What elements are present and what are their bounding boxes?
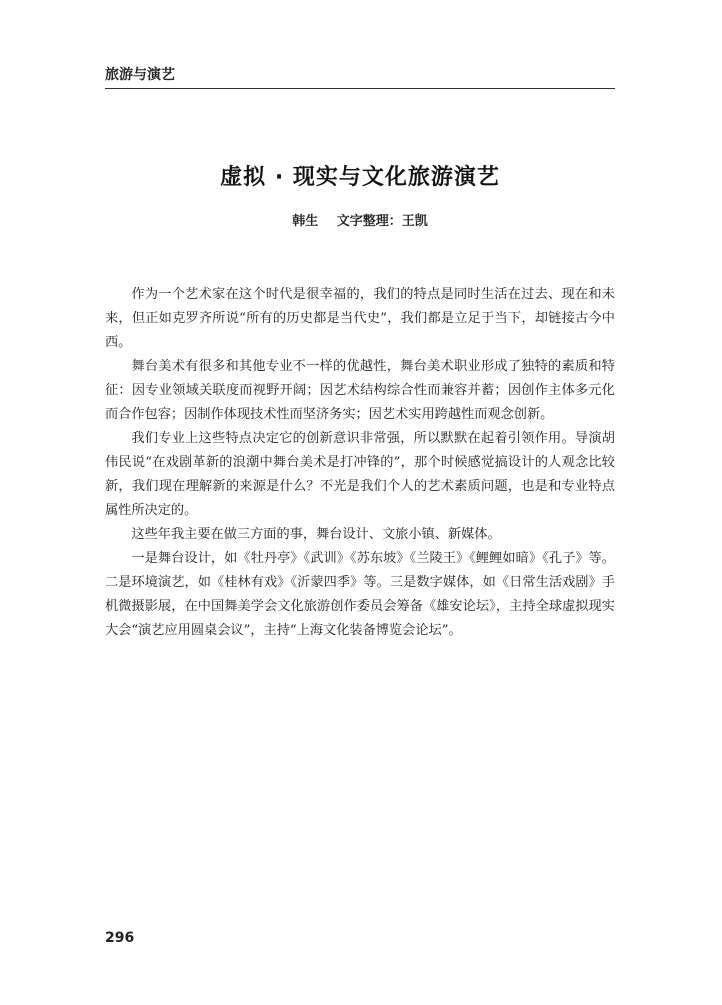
page-header [105, 62, 615, 89]
paragraph: 作为一个艺术家在这个时代是很幸福的，我们的特点是同时生活在过去、现在和未来，但正如克罗齐所说“所有的历史都是当代史”，我们都是立足于当下，却链接古今中西。 [105, 287, 615, 350]
paragraph: 一是舞台设计，如《牡丹亭》《武训》《苏东坡》《兰陵王》《鲤鲤如暗》《孔子》等。二是环境演艺，如《桂林有戏》《沂蒙四季》等。三是数字媒体，如《日常生活戏剧》手机微摄影展，在中国舞美学会文化旅游创作委员会筹备《雄安论坛》，主持全球虚拟现实大会“演艺应用圆桌会议”，主持“上海文化装备博览会论坛”。 [105, 551, 615, 638]
author-name: 韩生 [292, 214, 319, 229]
article-body [105, 283, 615, 643]
editor-credit: 文字整理：王凯 [336, 214, 428, 229]
paragraph: 我们专业上这些特点决定它的创新意识非常强，所以默默在起着引领作用。导演胡伟民说“在戏剧革新的浪潮中舞台美术是打冲锋的”，那个时候感觉搞设计的人观念比较新，我们现在理解新的来源是什么？不光是我们个人的艺术素质问题，也是和专业特点属性所决定的。 [105, 431, 615, 518]
byline [105, 210, 615, 229]
paragraph: 舞台美术有很多和其他专业不一样的优越性，舞台美术职业形成了独特的素质和特征：因专业领域关联度而视野开阔；因艺术结构综合性而兼容并蓄；因创作主体多元化而合作包容；因制作体现技术性而坚济务实；因艺术实用跨越性而观念创新。 [105, 359, 615, 422]
paragraph: 这些年我主要在做三方面的事，舞台设计、文旅小镇、新媒体。 [131, 527, 501, 542]
page-number: 296 [105, 930, 135, 946]
running-title: 旅游与演艺 [105, 67, 175, 83]
article-title: 虚拟 · 现实与文化旅游演艺 [220, 165, 500, 190]
